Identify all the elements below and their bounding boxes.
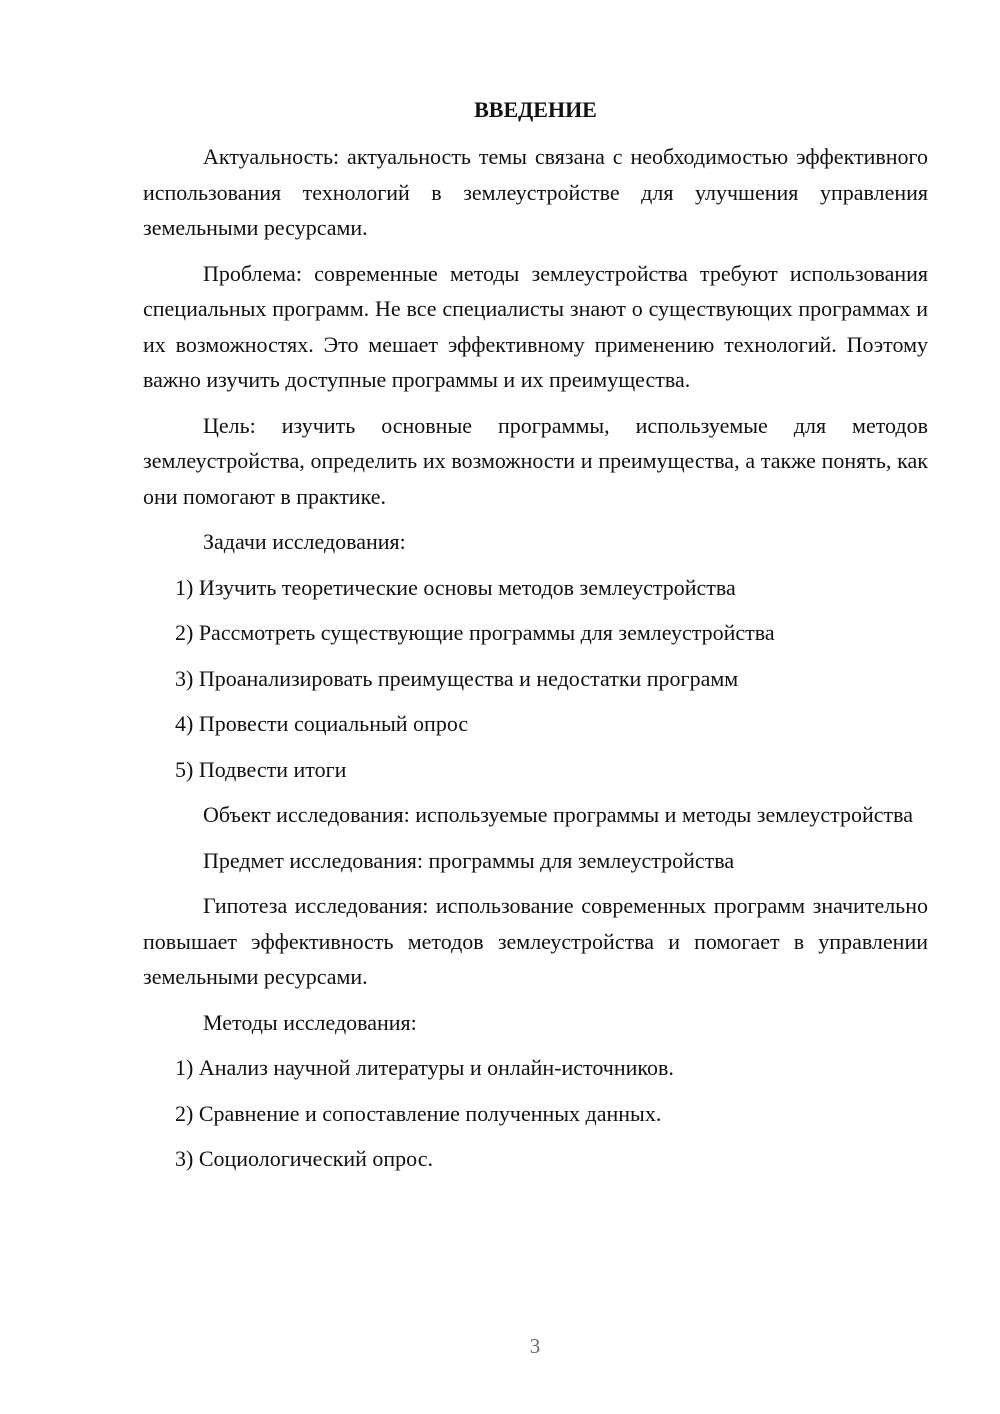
task-item: 1) Изучить теоретические основы методов землеустройства <box>175 574 736 600</box>
object-paragraph: Объект исследования: используемые программы и методы землеустройства <box>203 802 914 827</box>
task-item: 2) Рассмотреть существующие программы для землеустройства <box>175 620 775 645</box>
page-number: 3 <box>529 1334 541 1358</box>
task-item: 4) Провести социальный опрос <box>175 711 469 736</box>
subject-paragraph: Предмет исследования: программы для землеустройства <box>203 847 735 873</box>
goal-paragraph: Цель: изучить основные программы, используемые для методов землеустройства, определить их возможности и преимущества, а также понять, как они помогают в практике. <box>143 412 928 509</box>
methods-heading: Методы исследования: <box>203 1009 417 1035</box>
method-item: 2) Сравнение и сопоставление полученных данных. <box>175 1100 662 1126</box>
method-item: 3) Социологический опрос. <box>175 1146 433 1171</box>
hypothesis-paragraph: Гипотеза исследования: использование современных программ значительно повышает эффективность методов землеустройства и помогает в управлении земельными ресурсами. <box>143 893 928 989</box>
task-item: 5) Подвести итоги <box>175 756 347 782</box>
problem-paragraph: Проблема: современные методы землеустройства требуют использования специальных программ. Не все специалисты знают о существующих программах и их возможностях. Это мешает эффективному применению технологий. Поэтому важно изучить доступные программы и их преимущества. <box>143 260 928 392</box>
page-content <box>143 93 928 1187</box>
relevance-paragraph: Актуальность: актуальность темы связана с необходимостью эффективного использования технологий в землеустройстве для улучшения управления земельными ресурсами. <box>143 144 928 240</box>
method-item: 1) Анализ научной литературы и онлайн-источников. <box>175 1055 674 1080</box>
task-item: 3) Проанализировать преимущества и недостатки программ <box>175 665 739 691</box>
tasks-heading: Задачи исследования: <box>203 529 406 554</box>
page-title: ВВЕДЕНИЕ <box>474 97 597 122</box>
